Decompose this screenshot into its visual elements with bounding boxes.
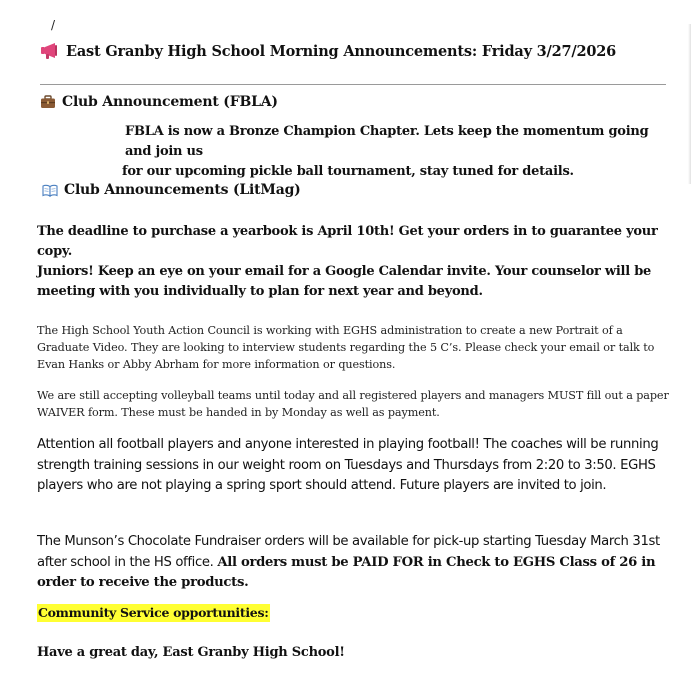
fbla-line-2: for our upcoming pickle ball tournament, stay tuned for details. [122, 164, 574, 179]
munsons-announcement [37, 532, 667, 594]
munsons-text: The Munson’s Chocolate Fundraiser orders will be available for pick-up starting Tuesday March 31st after school in the HS office. [37, 534, 660, 570]
page-title: East Granby High School Morning Announcements: Friday 3/27/2026 [66, 42, 617, 60]
litmag-heading-label: Club Announcements (LitMag) [64, 182, 301, 198]
closing-line: Have a great day, East Granby High School! [37, 645, 345, 660]
megaphone-icon [40, 42, 60, 60]
community-service-heading: Community Service opportunities: [38, 605, 269, 620]
stray-slash: / [51, 18, 56, 32]
title-row [40, 42, 616, 60]
fbla-line-1: FBLA is now a Bronze Champion Chapter. Lets keep the momentum going and join us [125, 124, 649, 159]
briefcase-icon [40, 95, 56, 109]
litmag-heading [42, 182, 301, 198]
juniors-announcement: Juniors! Keep an eye on your email for a Google Calendar invite. Your counselor will be meeting with you individually to plan for next year and beyond. [37, 264, 652, 299]
fbla-heading [40, 94, 278, 110]
munsons-payment-note: All orders must be PAID FOR in Check to EGHS Class of 26 in order to receive the products. [37, 554, 656, 590]
fbla-heading-label: Club Announcement (FBLA) [62, 94, 278, 110]
football-announcement: Attention all football players and anyone interested in playing football! The coaches will be running strength training sessions in our weight room on Tuesdays and Thursdays from 2:20 to 3:50. EGHS players who are not playing a spring sport should attend. Future players are invited to join. [37, 437, 659, 493]
open-book-icon [42, 184, 58, 197]
divider [40, 84, 666, 85]
yearbook-announcement: The deadline to purchase a yearbook is April 10th! Get your orders in to guarantee your copy. [37, 224, 658, 259]
fbla-announcement [122, 122, 662, 182]
volleyball-announcement: We are still accepting volleyball teams until today and all registered players and managers MUST fill out a paper WAIVER form. These must be handed in by Monday as well as payment. [37, 389, 669, 419]
youth-council-announcement: The High School Youth Action Council is working with EGHS administration to create a new Portrait of a Graduate Video. They are looking to interview students regarding the 5 C’s. Please check your email or talk to Evan Hanks or Abby Abrham for more information or questions. [37, 324, 655, 371]
